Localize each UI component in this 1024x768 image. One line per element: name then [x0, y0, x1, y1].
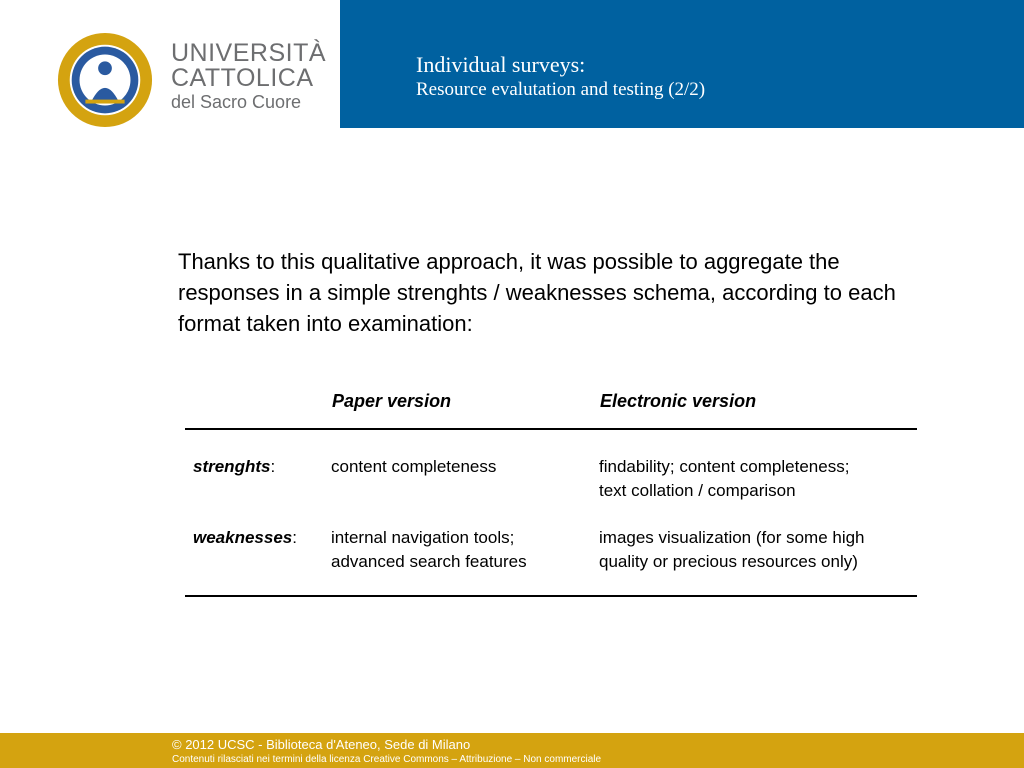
- column-header-electronic: Electronic version: [600, 391, 757, 411]
- strenghts-paper-cell: [331, 455, 496, 479]
- cell-line: internal navigation tools;: [331, 528, 515, 547]
- row-label-weaknesses: [193, 526, 297, 550]
- table-top-rule: [185, 428, 917, 430]
- slide-subtitle: Resource evalutation and testing (2/2): [416, 79, 706, 100]
- wordmark-line-2: CATTOLICA: [171, 64, 314, 92]
- wordmark-line-1: UNIVERSITÀ: [171, 39, 327, 67]
- strenghts-electronic-cell: [599, 455, 849, 503]
- header-logo-area: [0, 0, 340, 128]
- university-wordmark: [171, 41, 326, 113]
- cell-line: quality or precious resources only): [599, 552, 858, 571]
- footer-copyright: © 2012 UCSC - Biblioteca d'Ateneo, Sede di Milano: [172, 737, 471, 752]
- footer-license: Contenuti rilasciati nei termini della licenza Creative Commons – Attribuzione – Non commerciale: [172, 754, 602, 765]
- intro-paragraph: Thanks to this qualitative approach, it was possible to aggregate the responses in a simple strenghts / weaknesses schema, according to each format taken into examination:: [178, 249, 896, 336]
- cell-line: advanced search features: [331, 552, 527, 571]
- row-label-text: strenghts: [193, 457, 271, 476]
- wordmark-line-3: del Sacro Cuore: [171, 92, 302, 112]
- cell-line: findability; content completeness;: [599, 457, 850, 476]
- ucsc-seal-logo: [56, 31, 154, 129]
- weaknesses-electronic-cell: [599, 526, 865, 574]
- table-bottom-rule: [185, 595, 917, 597]
- row-label-text: weaknesses: [193, 528, 293, 547]
- cell-line: text collation / comparison: [599, 481, 796, 500]
- row-label-strenghts: [193, 455, 275, 479]
- cell-line: content completeness: [331, 457, 497, 476]
- row-label-colon: :: [270, 457, 276, 476]
- slide-title-main: Individual surveys:: [416, 52, 586, 77]
- cell-line: images visualization (for some high: [599, 528, 865, 547]
- row-label-colon: :: [292, 528, 297, 547]
- column-header-paper: Paper version: [332, 391, 452, 411]
- slide-title: [416, 52, 705, 102]
- footer-bar: [0, 733, 1024, 768]
- weaknesses-paper-cell: [331, 526, 527, 574]
